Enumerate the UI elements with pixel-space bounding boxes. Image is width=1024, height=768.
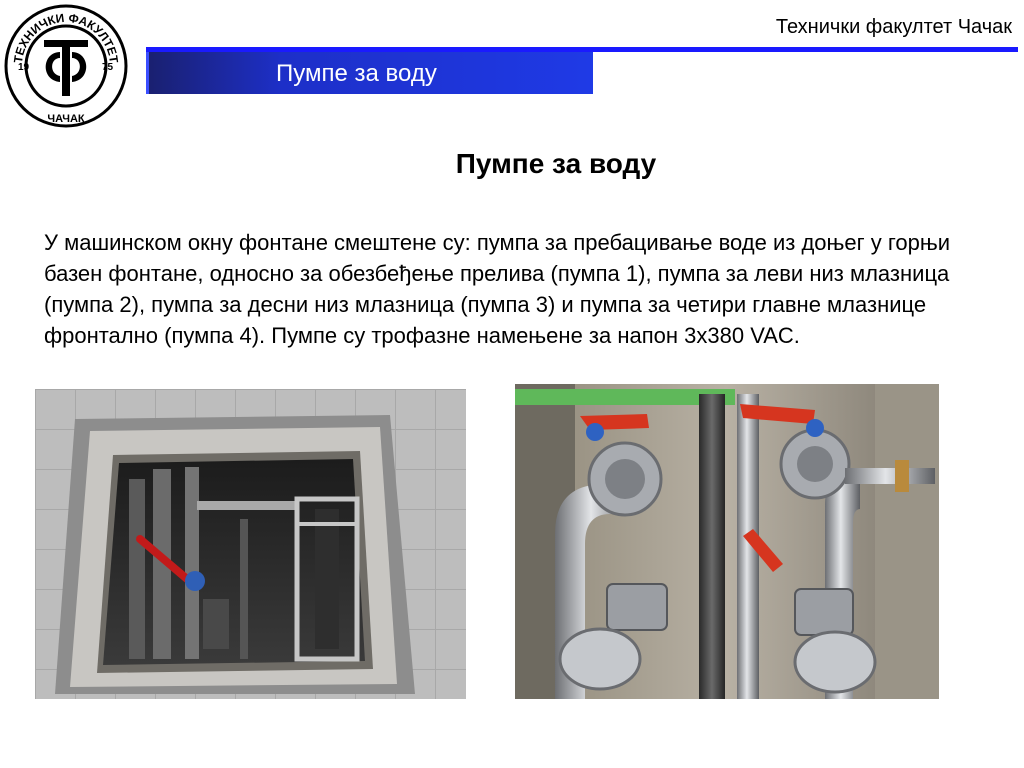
logo-top-text: ТЕХНИЧКИ ФАКУЛТЕТ <box>11 10 121 64</box>
faculty-logo <box>2 2 130 130</box>
title-bar-text: Пумпе за воду <box>276 60 437 87</box>
page-title: Пумпе за воду <box>455 148 657 179</box>
faculty-seal-icon <box>2 2 130 130</box>
machine-shaft-opening-photo <box>35 389 466 699</box>
body-paragraph: У машинском окну фонтане смештене су: пумпа за пребацивање воде из доњег у горњи базен фонтане, односно за обезбеђење прелива (пумпа 1), пумпа за леви низ млазница (пумпа 2), пумпа за десни низ млазница (пумпа 3) и пумпа за четири главне млазнице фронтално (пумпа 4). Пумпе су трофазне намењене за напон 3x380 VAC. <box>44 230 951 348</box>
logo-year-left: 19 <box>18 62 30 73</box>
title-bar <box>146 52 593 94</box>
pump-installation-photo <box>515 384 939 699</box>
institution-name: Технички факултет Чачак <box>775 16 1012 38</box>
logo-bottom-text: ЧАЧАК <box>47 113 85 125</box>
logo-year-right: 75 <box>102 62 114 73</box>
